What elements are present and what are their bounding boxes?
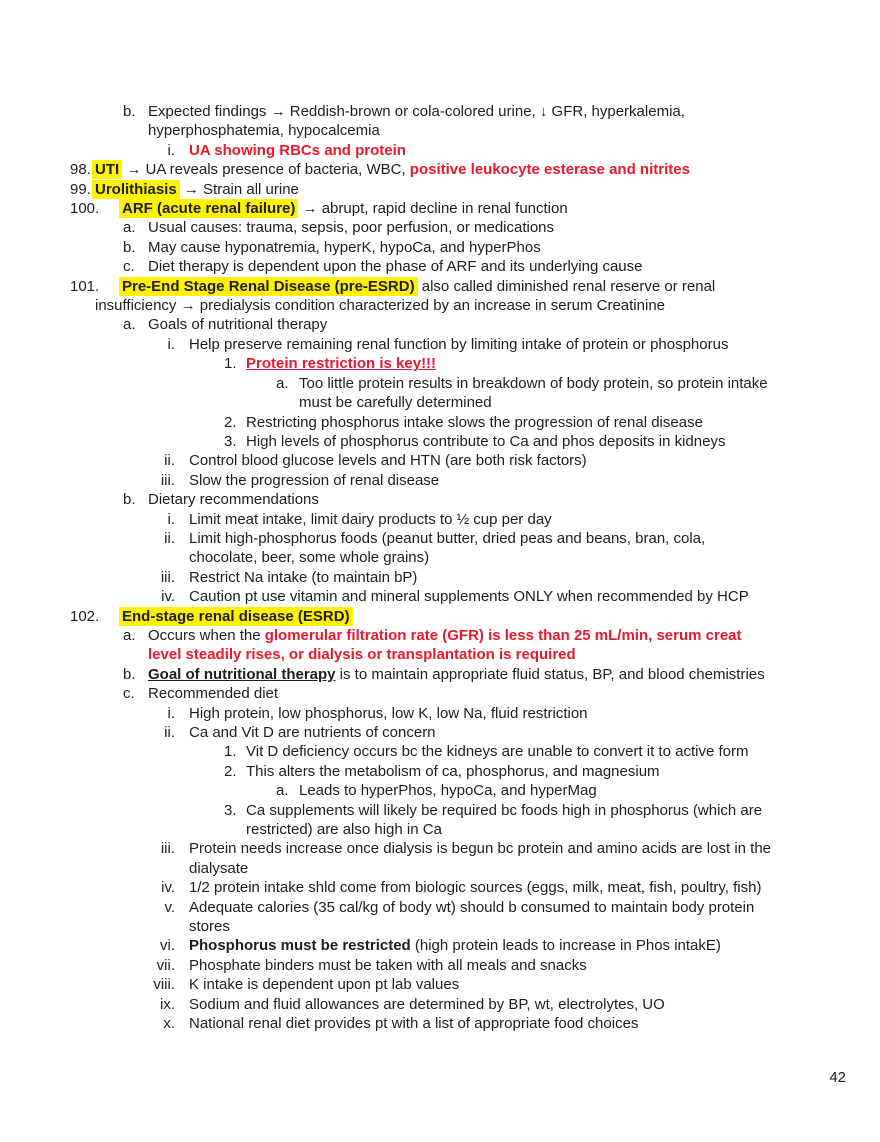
line-text <box>246 762 880 781</box>
list-line <box>0 160 880 179</box>
list-line <box>0 471 880 490</box>
list-line <box>0 607 880 626</box>
text-segment: National renal diet provides pt with a list of appropriate food choices <box>189 1015 639 1033</box>
line-text <box>189 548 880 567</box>
document-body <box>0 102 880 1034</box>
list-marker: 99. <box>70 180 91 198</box>
line-text <box>189 859 880 878</box>
line-text <box>95 160 880 179</box>
text-segment: ARF (acute renal failure) <box>119 199 298 218</box>
list-marker: 98. <box>70 161 91 179</box>
line-text <box>299 781 880 800</box>
line-text <box>148 238 880 257</box>
list-marker: i. <box>167 510 175 528</box>
list-marker: x. <box>163 1015 175 1033</box>
list-marker: b. <box>123 491 136 509</box>
text-segment: UTI <box>92 160 122 179</box>
list-line <box>0 102 880 121</box>
line-text <box>148 121 880 140</box>
list-marker: viii. <box>153 976 175 994</box>
list-marker: c. <box>123 685 135 703</box>
list-marker: 1. <box>224 743 237 761</box>
text-segment: is to maintain appropriate fluid status, BP, and blood chemistries <box>335 665 765 683</box>
text-segment: hyperphosphatemia, hypocalcemia <box>148 122 380 140</box>
list-marker: a. <box>276 782 289 800</box>
list-line <box>0 296 880 315</box>
list-line <box>0 451 880 470</box>
text-segment: positive leukocyte esterase and nitrites <box>409 161 690 179</box>
line-text <box>189 975 880 994</box>
text-segment: → UA reveals presence of bacteria, WBC, <box>122 161 410 179</box>
list-line <box>0 548 880 567</box>
text-segment: K intake is dependent upon pt lab values <box>189 976 460 994</box>
line-text <box>189 529 880 548</box>
line-text <box>246 742 880 761</box>
text-segment: Ca and Vit D are nutrients of concern <box>189 724 436 741</box>
list-marker: i. <box>167 335 175 353</box>
line-text <box>189 335 880 354</box>
list-marker: 2. <box>224 413 237 431</box>
list-marker: 3. <box>224 432 237 450</box>
list-marker: 2. <box>224 762 237 780</box>
line-text <box>189 451 880 470</box>
list-line <box>0 704 880 723</box>
list-marker: iii. <box>160 568 175 586</box>
list-line <box>0 335 880 354</box>
list-marker: iv. <box>161 588 175 606</box>
list-line <box>0 762 880 781</box>
list-marker: 100. <box>70 200 100 218</box>
line-text <box>148 626 880 645</box>
list-marker: 3. <box>224 801 237 819</box>
line-text <box>148 315 880 334</box>
list-marker: ix. <box>160 995 175 1013</box>
line-text <box>189 471 880 490</box>
text-segment: Recommended diet <box>148 685 279 703</box>
text-segment: chocolate, beer, some whole grains) <box>189 549 430 567</box>
line-text <box>148 218 880 237</box>
list-marker: b. <box>123 238 136 256</box>
list-marker: iii. <box>160 471 175 489</box>
text-segment: Restricting phosphorus intake slows the progression of renal disease <box>246 413 703 431</box>
line-text <box>246 432 880 451</box>
line-text <box>95 180 880 199</box>
line-text <box>189 898 880 917</box>
list-line <box>0 354 880 373</box>
list-line <box>0 180 880 199</box>
text-segment: High levels of phosphorus contribute to Ca and phos deposits in kidneys <box>246 432 726 450</box>
list-line <box>0 742 880 761</box>
text-segment: Help preserve remaining renal function by limiting intake of protein or phosphorus <box>189 335 729 353</box>
line-text <box>148 665 880 684</box>
list-marker: b. <box>123 103 136 120</box>
line-text <box>189 995 880 1014</box>
list-marker: a. <box>123 219 136 237</box>
list-marker: i. <box>167 141 175 159</box>
list-marker: iii. <box>160 840 175 858</box>
text-segment: Slow the progression of renal disease <box>189 471 440 489</box>
text-segment: dialysate <box>189 859 249 877</box>
text-segment: Phosphorus must be restricted <box>189 937 411 955</box>
line-text <box>189 568 880 587</box>
line-text <box>189 878 880 897</box>
page-number: 42 <box>829 1069 846 1086</box>
text-segment: Pre-End Stage Renal Disease (pre-ESRD) <box>119 277 418 296</box>
list-marker: vi. <box>160 937 175 955</box>
line-text <box>189 587 880 606</box>
text-segment: Ca supplements will likely be required bc foods high in phosphorus (which are <box>246 801 763 819</box>
text-segment: 1/2 protein intake shld come from biologic sources (eggs, milk, meat, fish, poultry, fish) <box>189 879 762 897</box>
text-segment: Protein restriction is key!!! <box>246 355 437 373</box>
line-text <box>189 141 880 160</box>
text-segment: must be carefully determined <box>299 394 492 412</box>
text-segment: Vit D deficiency occurs bc the kidneys are unable to convert it to active form <box>246 743 749 761</box>
list-line <box>0 995 880 1014</box>
list-marker: a. <box>276 374 289 392</box>
line-text <box>299 374 880 393</box>
text-segment: → Strain all urine <box>179 180 299 198</box>
text-segment: Phosphate binders must be taken with all meals and snacks <box>189 956 587 974</box>
line-text <box>299 393 880 412</box>
list-line <box>0 238 880 257</box>
list-line <box>0 510 880 529</box>
text-segment: Diet therapy is dependent upon the phase of ARF and its underlying cause <box>148 258 643 276</box>
text-segment: level steadily rises, or dialysis or transplantation is required <box>148 646 576 664</box>
list-line <box>0 665 880 684</box>
list-line <box>0 568 880 587</box>
line-text <box>95 296 880 315</box>
text-segment: UA showing RBCs and protein <box>189 141 406 159</box>
line-text <box>148 684 880 703</box>
list-line <box>0 917 880 936</box>
line-text <box>246 413 880 432</box>
text-segment: Dietary recommendations <box>148 491 319 509</box>
list-marker: a. <box>123 626 136 644</box>
text-segment: Goal of nutritional therapy <box>148 665 336 683</box>
text-segment: Sodium and fluid allowances are determined by BP, wt, electrolytes, UO <box>189 995 665 1013</box>
list-line <box>0 956 880 975</box>
text-segment: Leads to hyperPhos, hypoCa, and hyperMag <box>299 782 597 800</box>
text-segment: Control blood glucose levels and HTN (are both risk factors) <box>189 452 587 470</box>
line-text <box>189 936 880 955</box>
text-segment: End-stage renal disease (ESRD) <box>119 607 353 626</box>
text-segment: Protein needs increase once dialysis is begun bc protein and amino acids are lost in the <box>189 840 772 858</box>
text-segment: restricted) are also high in Ca <box>246 821 442 839</box>
line-text <box>189 956 880 975</box>
text-segment: May cause hyponatremia, hyperK, hypoCa, and hyperPhos <box>148 238 541 256</box>
list-line <box>0 141 880 160</box>
line-text <box>246 820 880 839</box>
list-line <box>0 684 880 703</box>
list-line <box>0 587 880 606</box>
line-text <box>246 801 880 820</box>
list-line <box>0 626 880 645</box>
line-text <box>246 354 880 373</box>
list-line <box>0 878 880 897</box>
list-marker: b. <box>123 665 136 683</box>
list-line <box>0 936 880 955</box>
list-marker: c. <box>123 258 135 276</box>
list-marker: 1. <box>224 355 237 373</box>
list-line <box>0 218 880 237</box>
list-line <box>0 801 880 820</box>
list-line <box>0 839 880 858</box>
list-line <box>0 490 880 509</box>
list-line <box>0 859 880 878</box>
line-text <box>148 645 880 664</box>
text-segment: insufficiency → predialysis condition characterized by an increase in serum Creatinine <box>95 297 665 315</box>
text-segment: Usual causes: trauma, sepsis, poor perfusion, or medications <box>148 219 555 237</box>
list-marker: 101. <box>70 277 100 295</box>
list-marker: vii. <box>156 956 175 974</box>
line-text <box>189 839 880 858</box>
list-line <box>0 121 880 140</box>
line-text <box>189 510 880 529</box>
line-text <box>148 490 880 509</box>
text-segment: Restrict Na intake (to maintain bP) <box>189 568 418 586</box>
list-line <box>0 975 880 994</box>
line-text <box>189 1014 880 1033</box>
list-marker: ii. <box>164 724 175 741</box>
text-segment: also called diminished renal reserve or renal <box>417 277 716 295</box>
list-marker: ii. <box>164 452 175 470</box>
line-text <box>189 723 880 742</box>
text-segment: Caution pt use vitamin and mineral supplements ONLY when recommended by HCP <box>189 588 749 606</box>
list-line <box>0 432 880 451</box>
text-segment: Limit meat intake, limit dairy products to ½ cup per day <box>189 510 552 528</box>
line-text <box>122 199 880 218</box>
list-line <box>0 277 880 296</box>
text-segment: Urolithiasis <box>92 180 180 199</box>
text-segment: → abrupt, rapid decline in renal function <box>298 200 568 218</box>
text-segment: glomerular filtration rate (GFR) is less than 25 mL/min, serum creat <box>264 626 742 644</box>
text-segment: Goals of nutritional therapy <box>148 316 328 334</box>
list-line <box>0 374 880 393</box>
line-text <box>122 607 880 626</box>
text-segment: stores <box>189 918 230 936</box>
text-segment: Occurs when the <box>148 626 265 644</box>
list-line <box>0 529 880 548</box>
line-text <box>189 917 880 936</box>
list-line <box>0 1014 880 1033</box>
text-segment: This alters the metabolism of ca, phosphorus, and magnesium <box>246 762 660 780</box>
text-segment: (high protein leads to increase in Phos intakE) <box>410 937 721 955</box>
text-segment: High protein, low phosphorus, low K, low Na, fluid restriction <box>189 704 588 722</box>
list-marker: iv. <box>161 879 175 897</box>
list-line <box>0 257 880 276</box>
line-text <box>122 277 880 296</box>
line-text <box>148 257 880 276</box>
list-line <box>0 898 880 917</box>
list-line <box>0 393 880 412</box>
list-line <box>0 645 880 664</box>
list-marker: i. <box>167 704 175 722</box>
list-line <box>0 315 880 334</box>
list-line <box>0 781 880 800</box>
list-marker: 102. <box>70 607 100 625</box>
list-marker: ii. <box>164 529 175 547</box>
list-line <box>0 199 880 218</box>
list-marker: a. <box>123 316 136 334</box>
line-text <box>148 102 880 121</box>
text-segment: Adequate calories (35 cal/kg of body wt) should b consumed to maintain body protein <box>189 898 755 916</box>
list-line <box>0 413 880 432</box>
line-text <box>189 704 880 723</box>
list-line <box>0 820 880 839</box>
list-line <box>0 723 880 742</box>
text-segment: Limit high-phosphorus foods (peanut butter, dried peas and beans, bran, cola, <box>189 529 706 547</box>
text-segment: Too little protein results in breakdown of body protein, so protein intake <box>299 374 768 392</box>
text-segment: Expected findings → Reddish-brown or cola-colored urine, ↓ GFR, hyperkalemia, <box>148 103 685 120</box>
list-marker: v. <box>164 898 175 916</box>
